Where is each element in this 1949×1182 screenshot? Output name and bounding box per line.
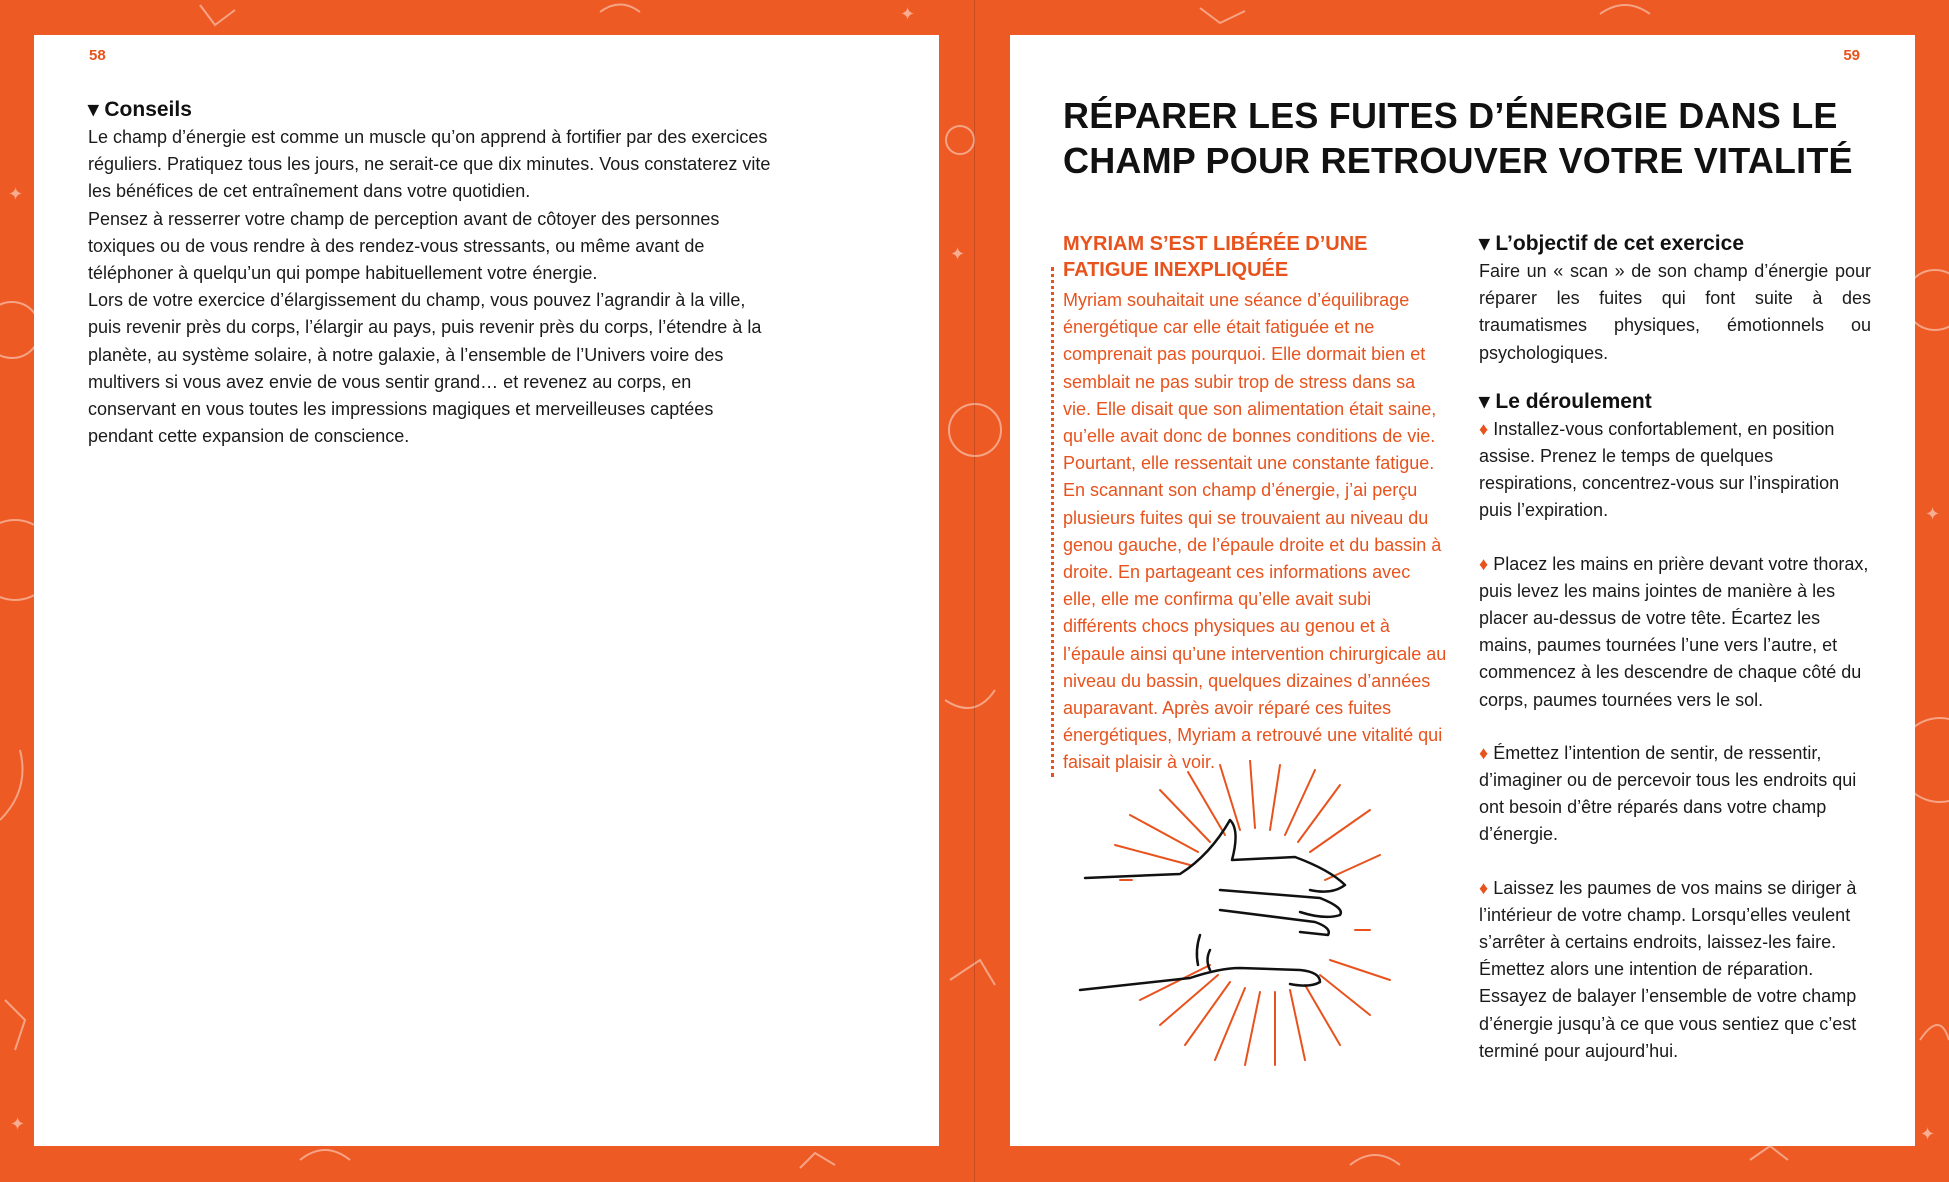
dotted-divider: [1051, 267, 1054, 777]
story-paragraph: En scannant son champ d’énergie, j’ai perçu plusieurs fuites qui se trouvaient au niveau du genou gauche, de l’épaule droite et du bassin à droite. En partageant ces informations avec elle, elle me confirma qu’elle avait subi différents chocs physiques au genou et à l’épaule ainsi qu’une intervention chirurgicale au niveau du bassin, quelques dizaines d’années auparavant. Après avoir réparé ces fuites énergétiques, Myriam a retrouvé une vitalité qui faisait plaisir à voir.: [1063, 480, 1447, 773]
page-number: 58: [89, 47, 106, 64]
svg-text:✦: ✦: [10, 1114, 26, 1135]
paragraph: Le champ d’énergie est comme un muscle qu’on apprend à fortifier par des exercices réguliers. Pratiquez tous les jours, ne serait-ce que dix minutes. Vous constaterez vite les bénéfices de cet entraînement dans votre quotidien.: [88, 127, 771, 202]
book-spine: [974, 0, 975, 1182]
svg-text:✦: ✦: [1920, 1124, 1936, 1145]
section-heading-conseils: ▾ Conseils: [88, 98, 192, 121]
step-text: Laissez les paumes de vos mains se diriger à l’intérieur de votre champ. Lorsqu’elles veulent s’arrêter à certains endroits, laissez-les faire. Émettez alors une intention de réparation. Essayez de balayer l’ensemble de votre champ d’énergie jusqu’à ce que vous sentiez que c’est terminé pour aujourd’hui.: [1479, 877, 1857, 1061]
procedure-heading: ▾ Le déroulement: [1479, 389, 1652, 413]
diamond-bullet-icon: ♦: [1479, 877, 1489, 898]
svg-text:✦: ✦: [900, 4, 916, 25]
paragraph: Pensez à resserrer votre champ de perception avant de côtoyer des personnes toxiques ou de vous rendre à des rendez-vous stressants, ou même avant de téléphoner à quelqu’un qui pompe habituellement votre énergie.: [88, 208, 720, 284]
page-number: 59: [1843, 47, 1860, 64]
step-text: Placez les mains en prière devant votre thorax, puis levez les mains jointes de manière à les placer au-dessus de votre tête. Écartez les mains, paumes tournées l’une vers l’autre, et commencez à les descendre de chaque côté du corps, paumes tournées vers le sol.: [1479, 553, 1869, 710]
page-title: RÉPARER LES FUITES D’ÉNERGIE DANS LE CHAMP POUR RETROUVER VOTRE VITALITÉ: [1063, 95, 1853, 181]
objective-heading: ▾ L’objectif de cet exercice: [1479, 232, 1744, 255]
exercise-column: [1479, 231, 1871, 1065]
procedure-step: [1479, 416, 1871, 525]
diamond-bullet-icon: ♦: [1479, 418, 1489, 439]
story-paragraph: Myriam souhaitait une séance d’équilibrage énergétique car elle était fatiguée et ne comprenait pas pourquoi. Elle dormait bien et semblait ne pas subir trop de stress dans sa vie. Elle disait que son alimentation était saine, qu’elle avait donc de bonnes conditions de vie. Pourtant, elle ressentait une constante fatigue.: [1063, 290, 1437, 474]
right-page: [1010, 35, 1915, 1146]
svg-text:✦: ✦: [1925, 504, 1941, 525]
story-box: [1063, 231, 1448, 777]
procedure-step: [1479, 551, 1871, 714]
svg-text:✦: ✦: [8, 184, 24, 205]
diamond-bullet-icon: ♦: [1479, 553, 1489, 574]
left-page: [34, 35, 939, 1146]
story-title: MYRIAM S’EST LIBÉRÉE D’UNE FATIGUE INEXPLIQUÉE: [1063, 233, 1368, 281]
procedure-step: [1479, 740, 1871, 849]
radiant-hands-icon: [1070, 760, 1410, 1070]
left-content: [88, 97, 773, 450]
step-text: Émettez l’intention de sentir, de ressentir, d’imaginer ou de percevoir tous les endroits qui ont besoin d’être réparés dans votre champ d’énergie.: [1479, 742, 1857, 845]
diamond-bullet-icon: ♦: [1479, 742, 1489, 763]
objective-text: Faire un « scan » de son champ d’énergie pour réparer les fuites qui font suite à des traumatismes physiques, émotionnels ou psychologiques.: [1479, 261, 1871, 363]
paragraph: Lors de votre exercice d’élargissement du champ, vous pouvez l’agrandir à la ville, puis revenir près du corps, l’élargir au pays, puis revenir près du corps, l’étendre à la planète, au système solaire, à notre galaxie, à l’ensemble de l’Univers voire des multivers si vous avez envie de vous sentir grand… et revenez au corps, en conservant en vous toutes les impressions magiques et merveilleuses captées pendant cette expansion de conscience.: [88, 290, 762, 447]
story-column: [1063, 231, 1448, 777]
step-text: Installez-vous confortablement, en position assise. Prenez le temps de quelques respirations, concentrez-vous sur l’inspiration puis l’expiration.: [1479, 418, 1840, 521]
procedure-step: [1479, 875, 1871, 1065]
svg-text:✦: ✦: [950, 244, 966, 265]
